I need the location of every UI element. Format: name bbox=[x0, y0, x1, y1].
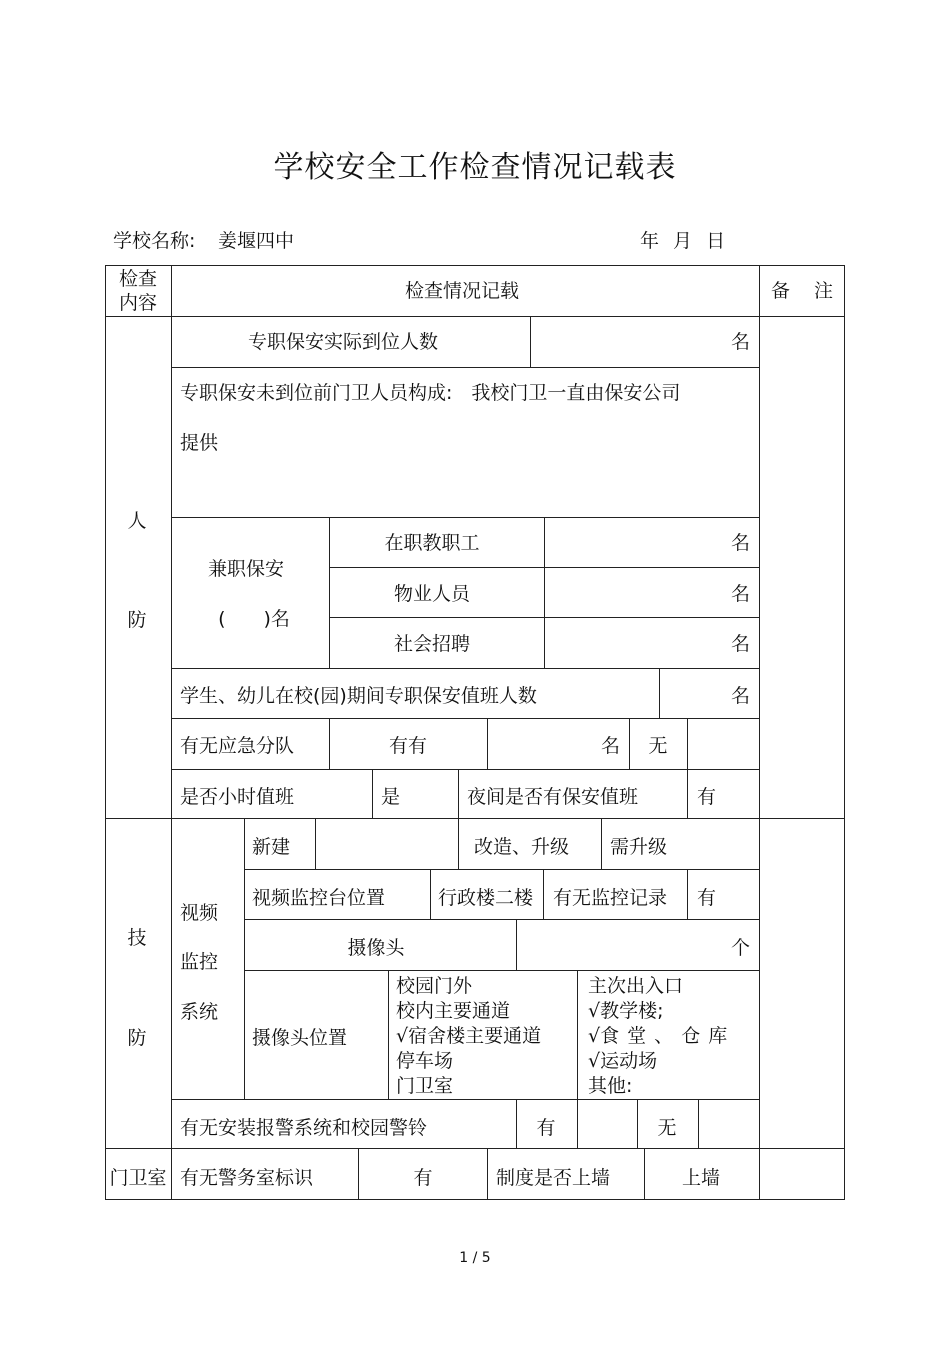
header-record: 检查情况记载 bbox=[404, 280, 520, 302]
night-duty-value: 有 bbox=[697, 786, 717, 808]
camera-location-b: √教学楼; bbox=[588, 1000, 664, 1022]
camera-position-label: 摄像头位置 bbox=[252, 1027, 348, 1049]
school-label: 学校名称: bbox=[113, 230, 196, 252]
jifang-char1: 技 bbox=[127, 927, 147, 949]
video-system-line2: 监控 bbox=[180, 951, 219, 973]
alarm-no: 无 bbox=[657, 1117, 677, 1139]
cell-remark-guard bbox=[759, 1148, 845, 1200]
camera-location-b: 主次出入口 bbox=[588, 975, 684, 997]
camera-location-a: 停车场 bbox=[396, 1050, 454, 1072]
need-upgrade-label: 需升级 bbox=[610, 836, 668, 858]
header-remark: 备 注 bbox=[770, 280, 834, 302]
camera-unit: 个 bbox=[730, 937, 750, 959]
camera-location-b: √食 堂 、 仓 库 bbox=[588, 1025, 728, 1047]
emergency-none: 无 bbox=[648, 735, 668, 757]
staff-unit: 名 bbox=[730, 532, 750, 554]
camera-location-a: √宿舍楼主要通道 bbox=[396, 1025, 542, 1047]
door-composition-line2: 提供 bbox=[180, 432, 219, 454]
cell-recruit-val[interactable] bbox=[544, 617, 760, 669]
camera-location-a: 校园门外 bbox=[396, 975, 473, 997]
upgrade-label: 改造、升级 bbox=[474, 836, 570, 858]
duty-count-unit: 名 bbox=[730, 685, 750, 707]
duty-count-label: 学生、幼儿在校(园)期间专职保安值班人数 bbox=[180, 685, 537, 707]
cell-jifang bbox=[105, 818, 172, 1149]
new-build-label: 新建 bbox=[252, 836, 291, 858]
console-position-label: 视频监控台位置 bbox=[252, 887, 386, 909]
console-position-value: 行政楼二楼 bbox=[438, 887, 534, 909]
police-sign-label: 有无警务室标识 bbox=[180, 1167, 314, 1189]
guard-room-label: 门卫室 bbox=[109, 1167, 167, 1189]
renfang-char1: 人 bbox=[127, 510, 147, 532]
cell-alarm-yes-val[interactable] bbox=[577, 1099, 638, 1149]
guard-count-label: 专职保安实际到位人数 bbox=[247, 331, 439, 353]
hour-duty-label: 是否小时值班 bbox=[180, 786, 295, 808]
alarm-label: 有无安装报警系统和校园警铃 bbox=[180, 1117, 428, 1139]
night-duty-label: 夜间是否有保安值班 bbox=[467, 786, 639, 808]
cell-new-val[interactable] bbox=[315, 818, 459, 870]
hour-duty-value: 是 bbox=[381, 786, 401, 808]
staff-label: 在职教职工 bbox=[384, 532, 480, 554]
cell-guard-count-val[interactable] bbox=[530, 316, 760, 368]
cell-alarm-no-val[interactable] bbox=[698, 1099, 760, 1149]
video-system-line1: 视频 bbox=[180, 902, 219, 924]
cell-camera-val[interactable] bbox=[516, 919, 760, 971]
header-content-line1: 检查 bbox=[118, 268, 158, 290]
alarm-yes: 有 bbox=[536, 1117, 556, 1139]
school-name: 姜堰四中 bbox=[218, 230, 295, 252]
rules-label: 制度是否上墙 bbox=[496, 1167, 611, 1189]
police-sign-value: 有 bbox=[413, 1167, 433, 1189]
video-system-line3: 系统 bbox=[180, 1001, 219, 1023]
camera-location-b: 其他: bbox=[588, 1075, 633, 1097]
camera-location-a: 门卫室 bbox=[396, 1075, 454, 1097]
parttime-count: ( )名 bbox=[218, 608, 290, 630]
cell-remark-renfang bbox=[759, 316, 845, 819]
monitor-record-value: 有 bbox=[697, 887, 717, 909]
camera-location-b: √运动场 bbox=[588, 1050, 658, 1072]
door-composition-line1: 专职保安未到位前门卫人员构成: 我校门卫一直由保安公司 bbox=[180, 382, 681, 404]
cell-emergency-none-val[interactable] bbox=[687, 718, 760, 770]
parttime-label: 兼职保安 bbox=[207, 558, 285, 580]
cell-remark-jifang bbox=[759, 818, 845, 1149]
date-label: 年 月 日 bbox=[640, 230, 726, 252]
recruit-unit: 名 bbox=[730, 633, 750, 655]
monitor-record-label: 有无监控记录 bbox=[553, 887, 668, 909]
cell-renfang bbox=[105, 316, 172, 819]
page-title: 学校安全工作检查情况记载表 bbox=[273, 150, 677, 185]
renfang-char2: 防 bbox=[127, 609, 147, 631]
emergency-unit: 名 bbox=[600, 735, 620, 757]
header-content-line2: 内容 bbox=[118, 292, 158, 314]
cell-staff-val[interactable] bbox=[544, 517, 760, 568]
rules-value: 上墙 bbox=[681, 1167, 721, 1189]
guard-count-unit: 名 bbox=[730, 331, 750, 353]
camera-label: 摄像头 bbox=[347, 937, 405, 959]
cell-property-val[interactable] bbox=[544, 567, 760, 618]
jifang-char2: 防 bbox=[127, 1027, 147, 1049]
emergency-label: 有无应急分队 bbox=[180, 735, 295, 757]
emergency-value: 有有 bbox=[388, 735, 428, 757]
property-unit: 名 bbox=[730, 583, 750, 605]
page-number: 1 / 5 bbox=[459, 1250, 491, 1266]
recruit-label: 社会招聘 bbox=[393, 633, 471, 655]
property-label: 物业人员 bbox=[393, 583, 471, 605]
camera-location-a: 校内主要通道 bbox=[396, 1000, 511, 1022]
cell-parttime bbox=[171, 517, 330, 669]
